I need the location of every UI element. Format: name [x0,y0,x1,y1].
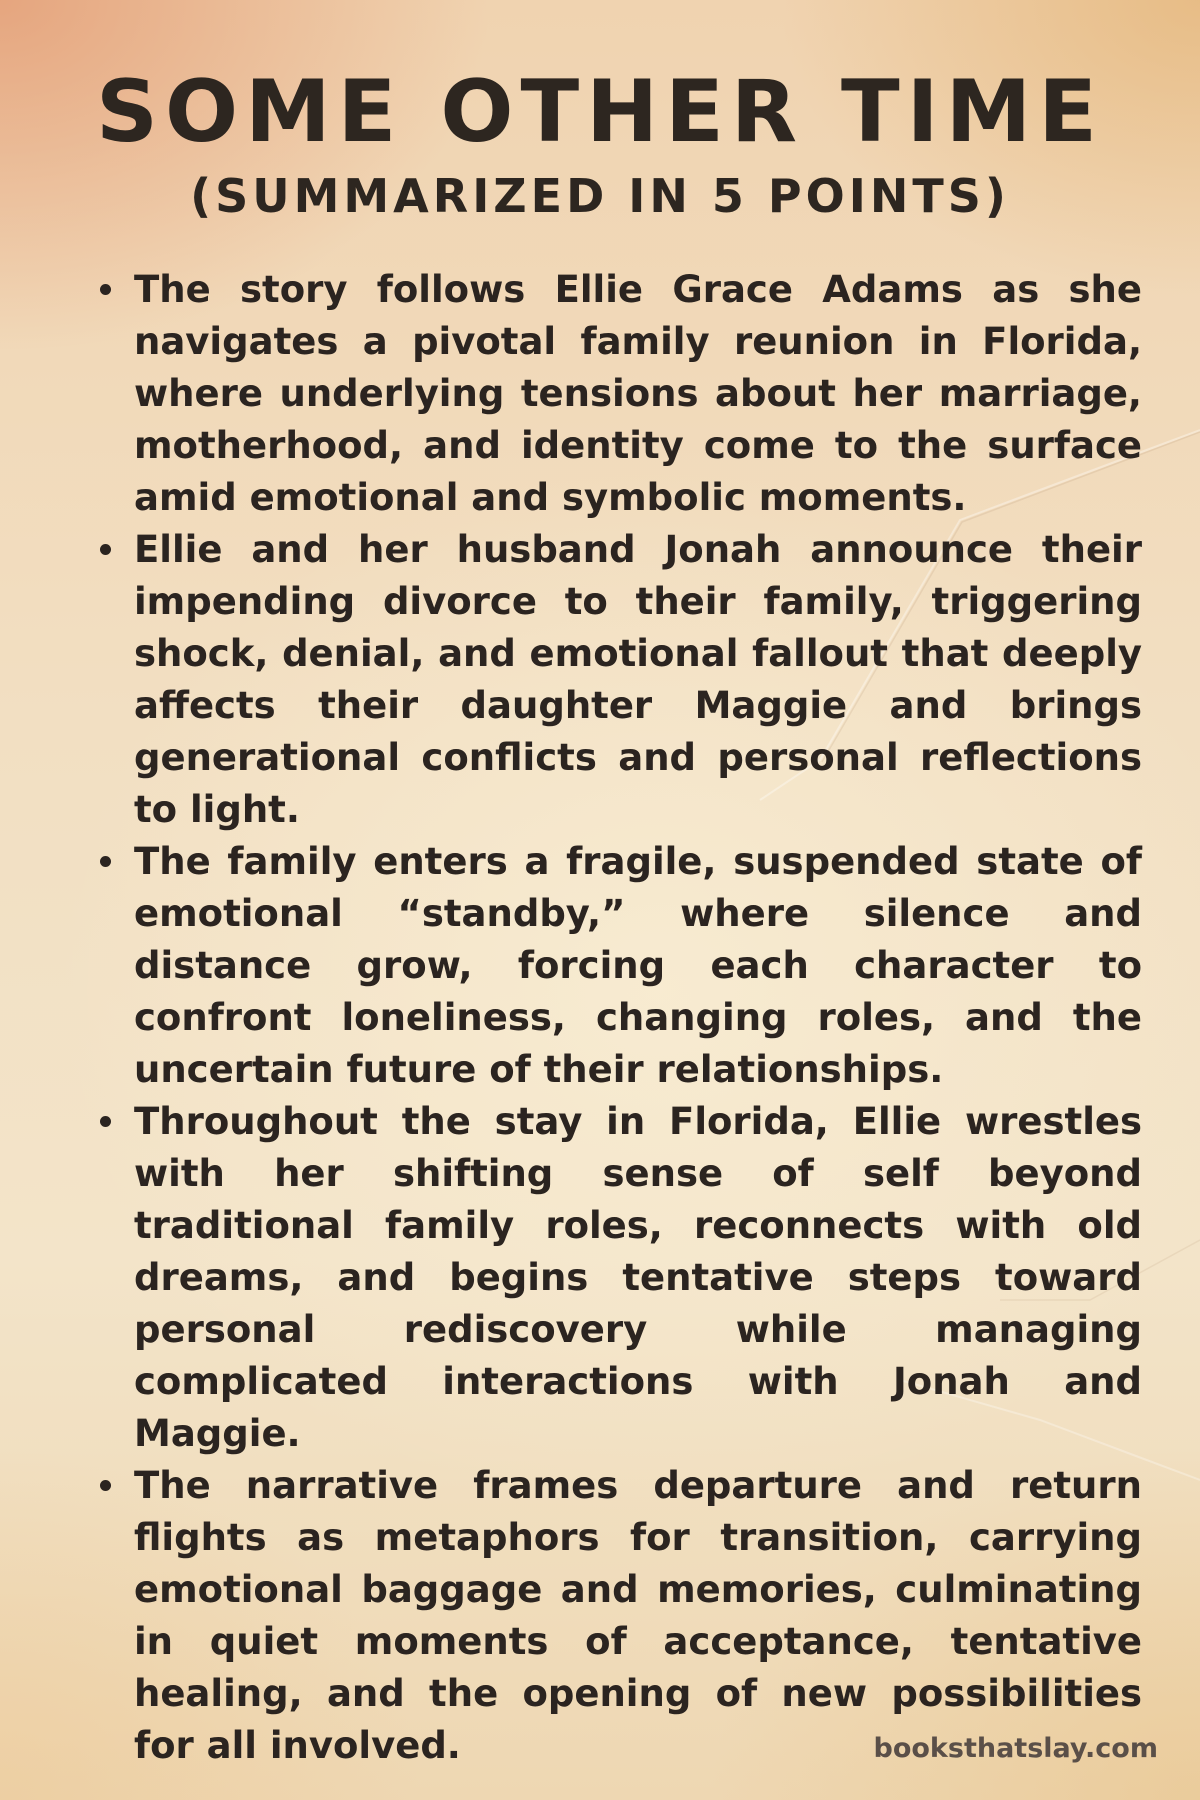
header [0,62,1200,226]
bullet-icon [100,1480,111,1491]
bullet-icon [100,856,111,867]
summary-point-5 [96,1460,1142,1772]
bullet-icon [100,544,111,555]
site-watermark: booksthatslay.com [873,1733,1158,1764]
summary-point-text: Throughout the stay in Florida, Ellie wrestles with her shifting sense of self beyond traditional family roles, reconnects with old dreams, and begins tentative steps toward personal rediscovery while managing complicated interactions with Jonah and Maggie. [134,1100,1142,1455]
summary-point-text: Ellie and her husband Jonah announce their impending divorce to their family, triggering shock, denial, and emotional fallout that deeply affects their daughter Maggie and brings generational conflicts and personal reflections to light. [134,528,1142,831]
bullet-icon [100,1116,111,1127]
summary-point-3 [96,836,1142,1096]
summary-point-text: The story follows Ellie Grace Adams as she navigates a pivotal family reunion in Florida, where underlying tensions about her marriage, motherhood, and identity come to the surface amid emotional and symbolic moments. [134,268,1142,519]
summary-point-text: The family enters a fragile, suspended state of emotional “standby,” where silence and distance grow, forcing each character to confront loneliness, changing roles, and the uncertain future of their relationships. [134,840,1142,1091]
summary-point-2 [96,524,1142,836]
page-title: SOME OTHER TIME [96,62,1104,162]
summary-points-list [96,264,1142,1772]
page-subtitle: (SUMMARIZED IN 5 POINTS) [190,169,1010,223]
bullet-icon [100,284,111,295]
summary-point-1 [96,264,1142,524]
summary-point-text: The narrative frames departure and return flights as metaphors for transition, carrying emotional baggage and memories, culminating in quiet moments of acceptance, tentative healing, and the opening of new possibilities for all involved. [134,1464,1142,1767]
summary-point-4 [96,1096,1142,1460]
